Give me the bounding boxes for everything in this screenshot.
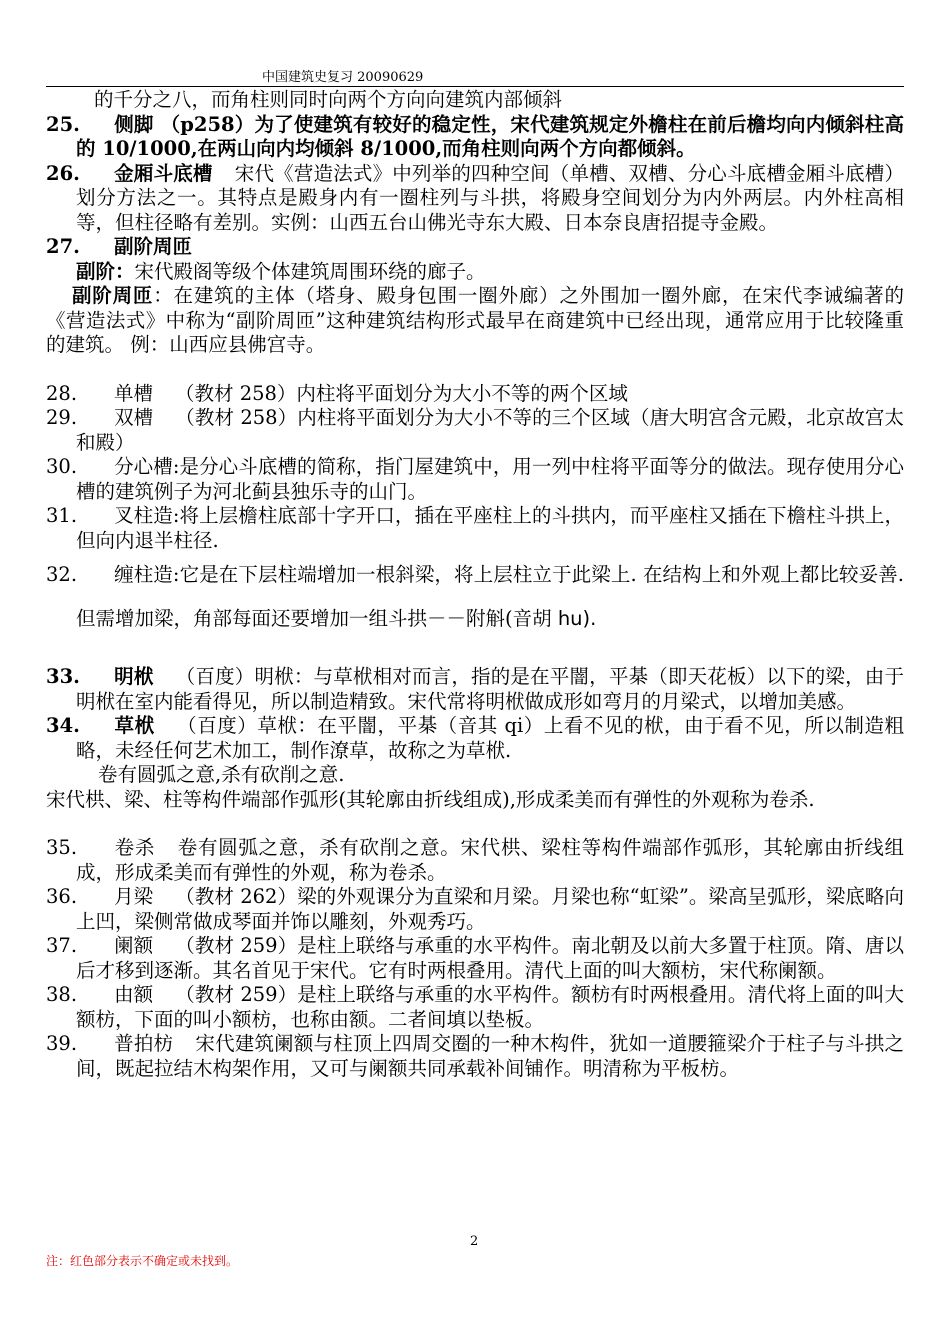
item-number: 34. [46, 714, 80, 737]
item-term: 明栿 [114, 665, 154, 688]
page-header: 中国建筑史复习 20090629 [262, 70, 424, 85]
item-text: （教材 262）梁的外观课分为直梁和月梁。月梁也称“虹梁”。梁高呈弧形，梁底略向上凹，梁侧常做成琴面并饰以雕刻，外观秀巧。 [76, 885, 904, 933]
item-number: 36. [46, 885, 78, 908]
sub-text: ：在建筑的主体（塔身、殿身包围一圈外廊）之外围加一圈外廊，在宋代李诫编著的《营造法式》中称为“副阶周匝”这种建筑结构形式最早在商建筑中已经出现，通常应用于比较隆重的建筑。 例：山西应县佛宫寺。 [46, 284, 904, 356]
item-number: 30. [46, 455, 78, 478]
item-term: 叉柱造: [114, 504, 180, 527]
item-number: 27. [46, 235, 80, 258]
document-body [46, 88, 904, 1081]
item-27-sub-a [46, 260, 904, 285]
item-term: 金厢斗底槽 [114, 161, 213, 185]
item-term: 单槽 [114, 381, 154, 405]
item-28 [46, 382, 904, 407]
item-text: 它是在下层柱端增加一根斜梁，将上层柱立于此梁上. 在结构上和外观上都比较妥善. 但需增加梁，角部每面还要增加一组斗拱－－附斛(音胡 [76, 563, 904, 630]
item-term: 卷杀 [114, 836, 156, 859]
item-31 [46, 504, 904, 553]
item-term: 缠柱造: [114, 563, 180, 586]
item-25 [46, 113, 904, 162]
item-term: 侧脚 [114, 112, 154, 136]
item-number: 26. [46, 161, 80, 185]
item-term: 草栿 [114, 714, 155, 737]
item-text: 宋代建筑阑额与柱顶上四周交圈的一种木构件，犹如一道腰箍梁介于柱子与斗拱之间，既起拉结木构架作用，又可与阑额共同承载补间铺作。明清称为平板枋。 [76, 1032, 904, 1080]
item-27 [46, 235, 904, 260]
item-37 [46, 934, 904, 983]
item-32 [46, 553, 904, 641]
item-term: 阑额 [114, 934, 154, 957]
item-number: 32. [46, 563, 78, 586]
sub-label: 副阶周匝 [72, 284, 154, 307]
item-number: 38. [46, 983, 78, 1006]
item-34 [46, 714, 904, 763]
item-text: （p258）为了使建筑有较好的稳定性，宋代建筑规定外檐柱在前后檐均向内倾斜柱高的 10/1000,在两山向内均倾斜 8/1000,而角柱则向两个方向都倾斜。 [76, 112, 904, 160]
header-rule [46, 86, 904, 87]
item-34-note-b: 宋代栱、梁、柱等构件端部作弧形(其轮廓由折线组成),形成柔美而有弹性的外观称为卷杀. [46, 787, 815, 811]
footnote: 注：红色部分表示不确定或未找到。 [46, 1254, 239, 1268]
item-38 [46, 983, 904, 1032]
item-text: （教材 259）是柱上联络与承重的水平构件。南北朝及以前大多置于柱顶。隋、唐以后才移到逐渐。其名首见于宋代。它有时两根叠用。清代上面的叫大额枋，宋代称阑额。 [76, 934, 904, 982]
item-term: 由额 [114, 983, 154, 1006]
item-29 [46, 406, 904, 455]
item-26 [46, 162, 904, 236]
item-text: 宋代《营造法式》中列举的四种空间（单槽、双槽、分心斗底槽金厢斗底槽）划分方法之一。其特点是殿身内有一圈柱列与斗拱，将殿身空间划分为内外两层。内外柱高相等，但柱径略有差别。实例：山西五台山佛光寺东大殿、日本奈良唐招提寺金殿。 [76, 161, 904, 234]
continued-line: 的千分之八，而角柱则同时向两个方向向建筑内部倾斜 [94, 88, 563, 111]
item-35 [46, 836, 904, 885]
item-number: 28. [46, 381, 78, 405]
item-27-sub-b [46, 284, 904, 358]
item-number: 31. [46, 504, 78, 527]
item-number: 29. [46, 406, 78, 429]
item-39 [46, 1032, 904, 1081]
item-34-note-a: 卷有圆弧之意,杀有砍削之意. [98, 763, 345, 786]
item-30 [46, 455, 904, 504]
page-number: 2 [470, 1234, 479, 1249]
item-term: 月梁 [114, 885, 154, 908]
item-36 [46, 885, 904, 934]
item-text: 将上层檐柱底部十字开口，插在平座柱上的斗拱内，而平座柱又插在下檐柱斗拱上，但向内退半柱径. [76, 504, 904, 552]
sub-text: 宋代殿阁等级个体建筑周围环绕的廊子。 [134, 259, 486, 283]
item-text: （教材 259）是柱上联络与承重的水平构件。额枋有时两根叠用。清代将上面的叫大额枋，下面的叫小额枋，也称由额。二者间填以垫板。 [76, 983, 904, 1031]
item-33 [46, 665, 904, 714]
item-text: （百度）明栿：与草栿相对而言，指的是在平闇，平棊（即天花板）以下的梁，由于明栿在室内能看得见，所以制造精致。宋代常将明栿做成形如弯月的月梁式，以增加美感。 [76, 665, 904, 713]
item-text: （教材 258）内柱将平面划分为大小不等的三个区域（唐大明宫含元殿，北京故宫太和殿） [76, 406, 904, 454]
item-text: 是分心斗底槽的简称，指门屋建筑中，用一列中柱将平面等分的做法。现存使用分心槽的建筑例子为河北蓟县独乐寺的山门。 [76, 455, 904, 503]
item-number: 25. [46, 112, 80, 136]
item-number: 35. [46, 836, 78, 859]
item-text: 卷有圆弧之意，杀有砍削之意。宋代栱、梁柱等构件端部作弧形，其轮廓由折线组成，形成柔美而有弹性的外观，称为卷杀。 [76, 836, 904, 884]
item-term: 普拍枋 [114, 1032, 174, 1055]
item-number: 39. [46, 1032, 78, 1055]
item-number: 33. [46, 665, 80, 688]
item-text-latin: hu). [557, 607, 597, 630]
item-term: 双槽 [114, 406, 154, 429]
item-text: （教材 258）内柱将平面划分为大小不等的两个区域 [175, 381, 628, 405]
item-term: 副阶周匝 [114, 235, 193, 258]
sub-label: 副阶： [76, 259, 135, 283]
item-term: 分心槽: [114, 455, 180, 478]
item-number: 37. [46, 934, 78, 957]
item-text: （百度）草栿：在平闇，平棊（音其 qi）上看不见的栿，由于看不见，所以制造粗略，未经任何艺术加工，制作潦草，故称之为草栿. [76, 714, 904, 762]
